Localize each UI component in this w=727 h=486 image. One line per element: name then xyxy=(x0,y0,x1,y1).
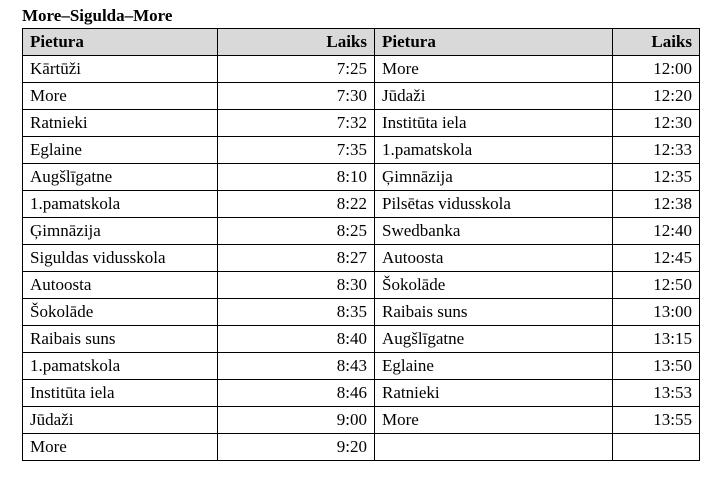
table-row xyxy=(23,83,700,110)
stop-outbound: Kārtūži xyxy=(23,56,218,83)
stop-outbound: Jūdaži xyxy=(23,407,218,434)
time-return: 12:40 xyxy=(613,218,700,245)
time-return: 13:15 xyxy=(613,326,700,353)
time-return: 13:50 xyxy=(613,353,700,380)
table-row xyxy=(23,191,700,218)
stop-return: Institūta iela xyxy=(375,110,613,137)
table-row xyxy=(23,353,700,380)
table-row xyxy=(23,137,700,164)
time-return: 12:33 xyxy=(613,137,700,164)
time-return: 13:53 xyxy=(613,380,700,407)
stop-outbound: Augšlīgatne xyxy=(23,164,218,191)
stop-return: Šokolāde xyxy=(375,272,613,299)
stop-return: More xyxy=(375,56,613,83)
table-row xyxy=(23,407,700,434)
stop-outbound: Ratnieki xyxy=(23,110,218,137)
timetable-body xyxy=(23,56,700,461)
stop-outbound: More xyxy=(23,83,218,110)
stop-outbound: Institūta iela xyxy=(23,380,218,407)
table-row xyxy=(23,299,700,326)
stop-return xyxy=(375,434,613,461)
stop-outbound: Raibais suns xyxy=(23,326,218,353)
time-return: 13:00 xyxy=(613,299,700,326)
time-return: 12:38 xyxy=(613,191,700,218)
stop-outbound: Šokolāde xyxy=(23,299,218,326)
stop-return: Ratnieki xyxy=(375,380,613,407)
table-row xyxy=(23,110,700,137)
stop-outbound: Siguldas vidusskola xyxy=(23,245,218,272)
time-outbound: 8:46 xyxy=(218,380,375,407)
route-title: More–Sigulda–More xyxy=(22,6,173,25)
stop-return: Augšlīgatne xyxy=(375,326,613,353)
header-row xyxy=(23,29,700,56)
time-return: 12:20 xyxy=(613,83,700,110)
time-outbound: 9:20 xyxy=(218,434,375,461)
time-outbound: 8:10 xyxy=(218,164,375,191)
table-row xyxy=(23,380,700,407)
stop-outbound: Ģimnāzija xyxy=(23,218,218,245)
table-row xyxy=(23,245,700,272)
table-row xyxy=(23,164,700,191)
time-outbound: 8:40 xyxy=(218,326,375,353)
stop-return: 1.pamatskola xyxy=(375,137,613,164)
time-outbound: 7:32 xyxy=(218,110,375,137)
table-row xyxy=(23,56,700,83)
header-time-outbound: Laiks xyxy=(218,29,375,56)
stop-outbound: Autoosta xyxy=(23,272,218,299)
time-outbound: 8:30 xyxy=(218,272,375,299)
time-outbound: 8:25 xyxy=(218,218,375,245)
stop-return: Swedbanka xyxy=(375,218,613,245)
time-outbound: 8:27 xyxy=(218,245,375,272)
header-stop-outbound: Pietura xyxy=(23,29,218,56)
time-return: 12:50 xyxy=(613,272,700,299)
timetable xyxy=(22,28,700,461)
stop-return: Ģimnāzija xyxy=(375,164,613,191)
time-return: 13:55 xyxy=(613,407,700,434)
time-outbound: 8:22 xyxy=(218,191,375,218)
time-outbound: 8:35 xyxy=(218,299,375,326)
time-return xyxy=(613,434,700,461)
time-return: 12:00 xyxy=(613,56,700,83)
header-stop-return: Pietura xyxy=(375,29,613,56)
stop-return: Raibais suns xyxy=(375,299,613,326)
time-outbound: 7:35 xyxy=(218,137,375,164)
stop-return: Pilsētas vidusskola xyxy=(375,191,613,218)
time-return: 12:35 xyxy=(613,164,700,191)
stop-return: Jūdaži xyxy=(375,83,613,110)
time-outbound: 7:30 xyxy=(218,83,375,110)
time-outbound: 9:00 xyxy=(218,407,375,434)
stop-outbound: 1.pamatskola xyxy=(23,191,218,218)
timetable-header xyxy=(23,29,700,56)
header-time-return: Laiks xyxy=(613,29,700,56)
time-return: 12:30 xyxy=(613,110,700,137)
table-row xyxy=(23,326,700,353)
table-row xyxy=(23,434,700,461)
stop-outbound: 1.pamatskola xyxy=(23,353,218,380)
table-row xyxy=(23,218,700,245)
time-outbound: 8:43 xyxy=(218,353,375,380)
stop-outbound: Eglaine xyxy=(23,137,218,164)
time-outbound: 7:25 xyxy=(218,56,375,83)
stop-outbound: More xyxy=(23,434,218,461)
table-row xyxy=(23,272,700,299)
stop-return: Eglaine xyxy=(375,353,613,380)
stop-return: Autoosta xyxy=(375,245,613,272)
time-return: 12:45 xyxy=(613,245,700,272)
stop-return: More xyxy=(375,407,613,434)
